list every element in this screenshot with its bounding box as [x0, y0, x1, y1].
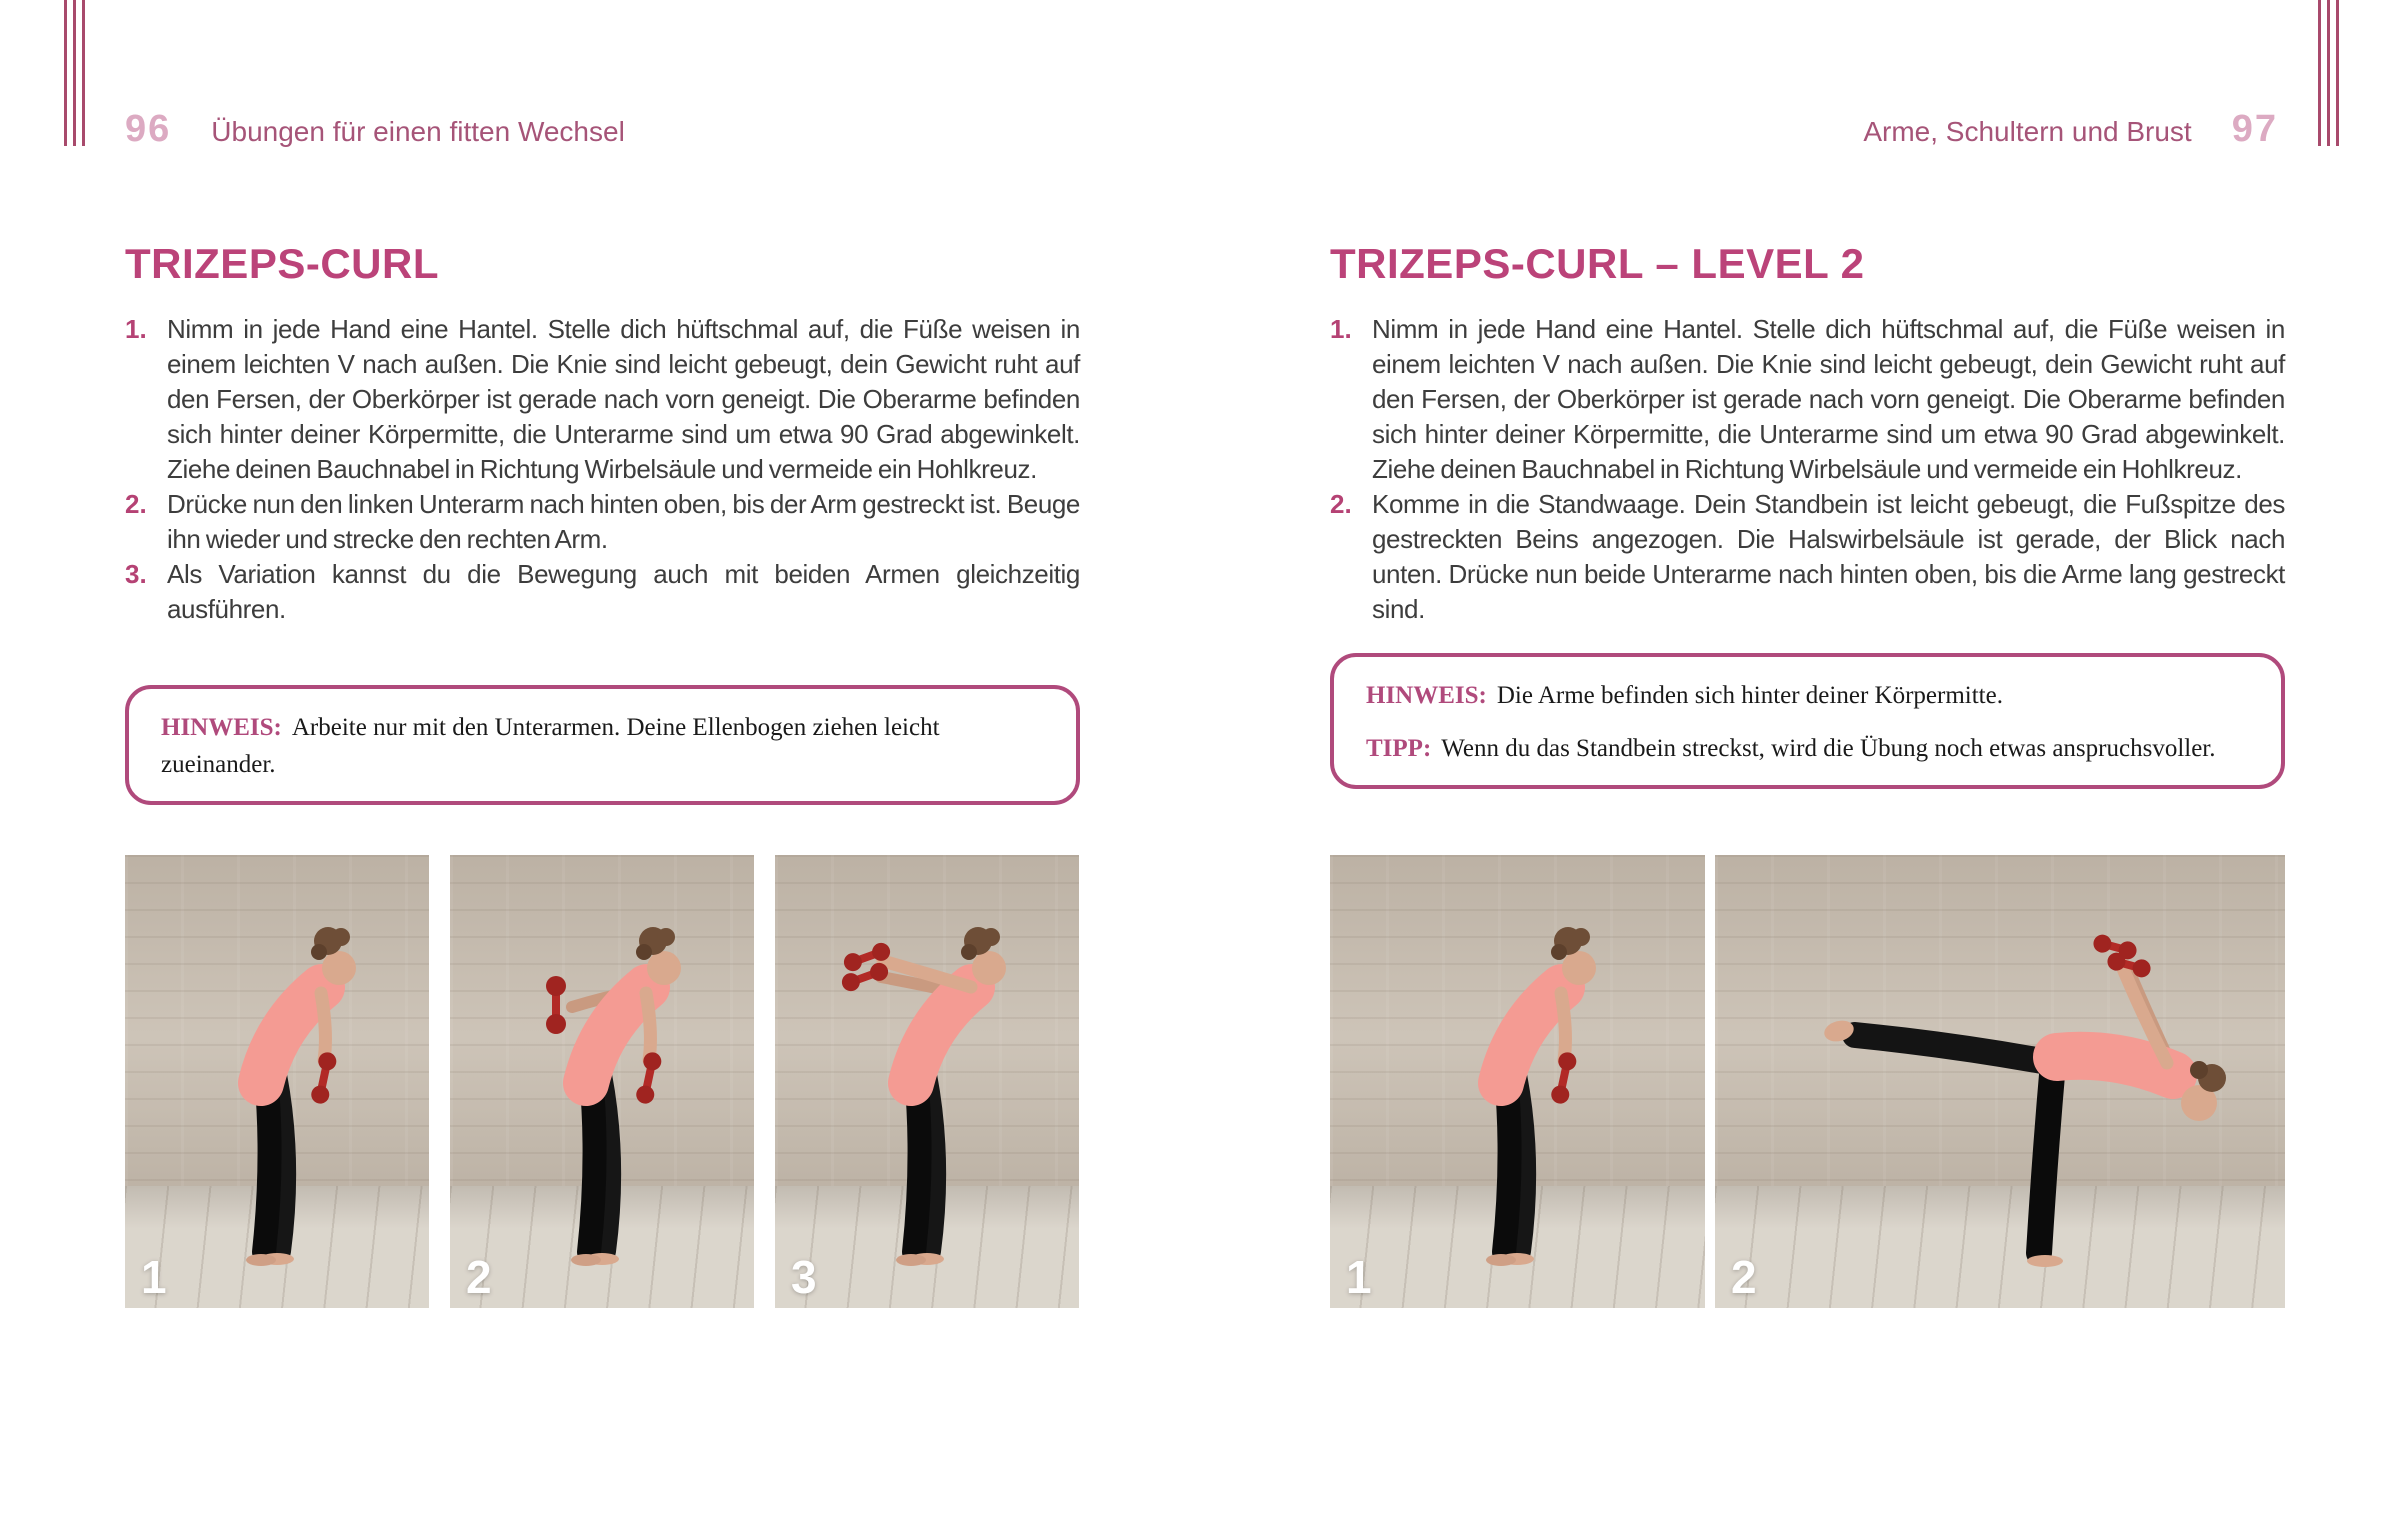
running-head-left-title: Übungen für einen fitten Wechsel — [211, 116, 625, 147]
page-number-left: 96 — [125, 108, 172, 150]
tip-text: Wenn du das Standbein streckst, wird die Übung noch etwas anspruchsvoller. — [1441, 735, 2216, 762]
photo-number: 2 — [1731, 1251, 1757, 1303]
step-item — [125, 557, 1080, 627]
corner-stripes-right-icon — [2318, 0, 2339, 146]
figure-both-arms-extended-back — [775, 855, 1079, 1308]
step-text: Komme in die Standwaage. Dein Standbein ist leicht gebeugt, die Fußspitze des gestreckten Beins angezogen. Die Halswirbelsäule ist gerade, der Blick nach unten. Drücke nun beide Unterarme nach hinten oben, bis die Arme lang gestreckt sind. — [1372, 489, 2285, 624]
hint-text: Arbeite nur mit den Unterarmen. Deine Ellenbogen ziehen leicht zueinander. — [161, 714, 940, 778]
exercise-title-right: TRIZEPS-CURL – LEVEL 2 — [1330, 240, 1865, 287]
step-item — [125, 312, 1080, 487]
step-number: 1. — [125, 314, 147, 344]
hint-text: Die Arme befinden sich hinter deiner Körpermitte. — [1496, 682, 2003, 709]
step-text: Drücke nun den linken Unterarm nach hinten oben, bis der Arm gestreckt ist. Beuge ihn wieder und strecke den rechten Arm. — [167, 489, 1080, 554]
photo-number: 1 — [141, 1251, 167, 1303]
exercise-photo-right-1 — [1330, 855, 1705, 1308]
page-number-right: 97 — [2231, 108, 2278, 150]
step-text: Nimm in jede Hand eine Hantel. Stelle dich hüftschmal auf, die Füße weisen in einem leichten V nach außen. Die Knie sind leicht gebeugt, dein Gewicht ruht auf den Fersen, der Oberkörper ist gerade nach vorn geneigt. Die Oberarme befinden sich hinter deiner Körpermitte, die Unterarme sind um etwa 90 Grad abgewinkelt. Ziehe deinen Bauchnabel in Richtung Wirbelsäule und vermeide ein Hohlkreuz. — [167, 314, 1080, 484]
step-list-right — [1330, 312, 2285, 627]
figure-standing-bent-dumbbell-at-hip — [1330, 855, 1705, 1308]
tip-note — [1366, 730, 2249, 767]
running-head-right-title: Arme, Schultern und Brust — [1863, 116, 2192, 147]
exercise-photo-left-3 — [775, 855, 1079, 1308]
exercise-photo-left-1 — [125, 855, 429, 1308]
step-number: 2. — [1330, 489, 1352, 519]
step-list-left — [125, 312, 1080, 627]
hint-note — [1366, 677, 2249, 714]
hint-label: HINWEIS: — [1366, 682, 1487, 709]
step-text: Als Variation kannst du die Bewegung auch mit beiden Armen gleichzeitig ausführen. — [167, 559, 1080, 624]
photo-number: 1 — [1346, 1251, 1372, 1303]
step-text: Nimm in jede Hand eine Hantel. Stelle dich hüftschmal auf, die Füße weisen in einem leichten V nach außen. Die Knie sind leicht gebeugt, dein Gewicht ruht auf den Fersen, der Oberkörper ist gerade nach vorn geneigt. Die Oberarme befinden sich hinter deiner Körpermitte, die Unterarme sind um etwa 90 Grad abgewinkelt. Ziehe deinen Bauchnabel in Richtung Wirbelsäule und vermeide ein Hohlkreuz. — [1372, 314, 2285, 484]
step-number: 3. — [125, 559, 147, 589]
running-head-left — [125, 108, 625, 151]
hint-label: HINWEIS: — [161, 714, 282, 741]
photo-number: 3 — [791, 1251, 817, 1303]
step-item — [125, 487, 1080, 557]
step-number: 1. — [1330, 314, 1352, 344]
figure-standing-bent-dumbbell-at-hip — [125, 855, 429, 1308]
step-number: 2. — [125, 489, 147, 519]
figure-one-arm-extended-back — [450, 855, 754, 1308]
tip-label: TIPP: — [1366, 735, 1432, 762]
hint-note — [161, 709, 1044, 783]
exercise-photo-right-2 — [1715, 855, 2285, 1308]
photo-number: 2 — [466, 1251, 492, 1303]
figure-standwaage-one-leg-raised — [1715, 855, 2285, 1308]
step-item — [1330, 487, 2285, 627]
step-item — [1330, 312, 2285, 487]
exercise-photo-left-2 — [450, 855, 754, 1308]
corner-stripes-left-icon — [64, 0, 85, 146]
hint-box-left — [125, 685, 1080, 805]
running-head-right — [1863, 108, 2278, 151]
hint-box-right — [1330, 653, 2285, 789]
exercise-title-left: TRIZEPS-CURL — [125, 240, 439, 287]
